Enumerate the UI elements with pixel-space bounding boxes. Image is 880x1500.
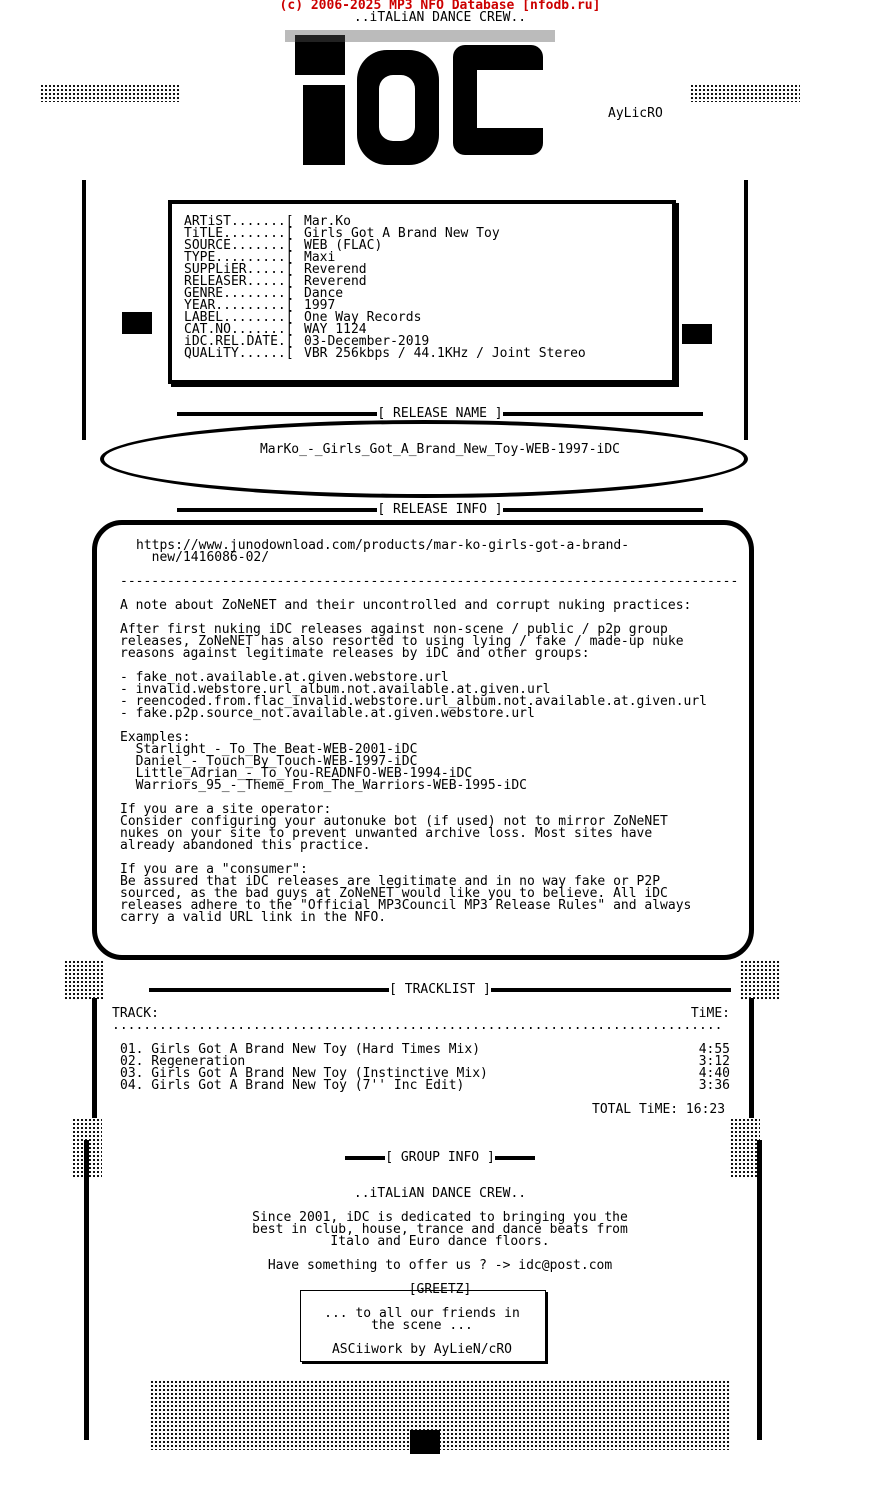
track-time: 4:55 — [698, 1042, 730, 1057]
note-title: A note about ZoNeNET and their uncontrolled and corrupt nuking practices: — [120, 598, 692, 613]
detail-row-year: YEAR.........[ 1997 — [184, 298, 336, 313]
tracklist-dots: .............................................................................. — [112, 1018, 723, 1033]
group-info-header: [ GROUP INFO ] — [0, 1152, 880, 1164]
detail-row-reldate: iDC.REL.DATE.[ 03-December-2019 — [184, 334, 430, 349]
detail-row-catno: CAT.NO.......[ WAY 1124 — [184, 322, 367, 337]
tracklist-header: [ TRACKLIST ] — [0, 984, 880, 996]
examples: Examples: Starlight_-_To_The_Beat-WEB-2001-iDC Daniel_-_Touch_By_Touch-WEB-1997-iDC Little_Adrian_-_To_You-READNFO-WEB-1994-iDC Warriors_95_-_Theme_From_The_Warriors-WEB-1995-iDC — [120, 730, 527, 793]
detail-row-quality: QUALiTY......[ VBR 256kbps / 44.1KHz / Joint Stereo — [184, 346, 586, 361]
track-time: 3:36 — [698, 1078, 730, 1093]
track-time: 4:40 — [698, 1066, 730, 1081]
product-url: https://www.junodownload.com/products/mar-ko-girls-got-a-brand- new/1416086-02/ — [136, 538, 630, 565]
logo-i-stem — [303, 85, 345, 165]
logo-d-hole — [379, 75, 415, 141]
left-block — [122, 312, 152, 334]
release-name: MarKo_-_Girls_Got_A_Brand_New_Toy-WEB-1997-iDC — [259, 442, 621, 457]
track-title: 04. Girls Got A Brand New Toy (7'' Inc Edit) — [120, 1078, 465, 1093]
right-block — [682, 324, 712, 344]
release-name-header: [ RELEASE NAME ] — [0, 408, 880, 420]
group-info — [0, 1188, 880, 1272]
track-title: 01. Girls Got A Brand New Toy (Hard Times Mix) — [120, 1042, 481, 1057]
logo-text: iDC — [418, 167, 422, 169]
detail-row-title: TiTLE........[ Girls Got A Brand New Toy — [184, 226, 500, 241]
right-frame-decor — [690, 84, 800, 102]
greetz-text: ... to all our friends in the scene ... — [324, 1306, 520, 1333]
track-title: 02. Regeneration — [120, 1054, 246, 1069]
detail-row-label: LABEL........[ One Way Records — [184, 310, 422, 325]
detail-row-genre: GENRE........[ Dance — [184, 286, 344, 301]
nuke-reasons: - fake_not.available.at.given.webstore.url - invalid.webstore.url_album.not.available.at.given.url - reencoded.from.flac_invalid.webstore.url_album.not.available.at.given.url - fake.p2p.source_not.available.at.given.webstore.url — [120, 670, 707, 721]
detail-row-source: SOURCE.......[ WEB (FLAC) — [184, 238, 383, 253]
crew-tagline: ..iTALiAN DANCE CREW.. — [353, 10, 527, 25]
greetz-content — [300, 1308, 544, 1356]
artist-credit: AyLicRO — [608, 106, 663, 121]
release-info-content — [120, 540, 738, 924]
group-crew: ..iTALiAN DANCE CREW.. — [353, 1186, 527, 1201]
detail-row-artist: ARTiST.......[ Mar.Ko — [184, 214, 351, 229]
greetz-title: [GREETZ] — [408, 1282, 472, 1297]
detail-row-supplier: SUPPLiER.....[ Reverend — [184, 262, 367, 277]
consumer-note: If you are a "consumer": Be assured that iDC releases are legitimate and in no way fake or P2P sourced, as the bad guys at ZoNeNET would like you to believe. All iDC releases adhere to the "Official MP3Council MP3 Release Rules" and always carry a valid URL link in the NFO. — [120, 862, 692, 925]
separator: ------------------------------------------------------------------------------- — [120, 574, 739, 589]
release-info-header: [ RELEASE INFO ] — [0, 504, 880, 516]
track-row — [120, 1080, 730, 1092]
copyright-line: (c) 2006-2025 MP3 NFO Database [nfodb.ru] — [279, 0, 601, 13]
site-operator-note: If you are a site operator: Consider configuring your autonuke bot (if used) not to mirror ZoNeNET nukes on your site to prevent unwanted archive loss. Most sites have already abandoned this practice. — [120, 802, 668, 853]
track-time: 3:12 — [698, 1054, 730, 1069]
note-body: After first nuking iDC releases against non-scene / public / p2p group releases, ZoNeNET has also resorted to using lying / fake / made-up nuke reasons against legitimate releases by iDC and other groups: — [120, 622, 684, 661]
time-column-label: TiME: — [690, 1006, 730, 1021]
release-details — [184, 216, 586, 360]
group-about: Since 2001, iDC is dedicated to bringing you the best in club, house, trance and dance beats from Italo and Euro dance floors. — [252, 1210, 628, 1249]
total-time: TOTAL TiME: 16:23 — [592, 1102, 726, 1117]
detail-row-releaser: RELEASER.....[ Reverend — [184, 274, 367, 289]
track-column-label: TRACK: — [112, 1006, 159, 1021]
track-title: 03. Girls Got A Brand New Toy (Instinctive Mix) — [120, 1066, 488, 1081]
group-contact: Have something to offer us ? -> idc@post.com — [267, 1258, 613, 1273]
logo-dither — [285, 30, 555, 42]
release-name-box — [100, 420, 748, 498]
detail-row-type: TYPE.........[ Maxi — [184, 250, 336, 265]
left-frame-decor — [40, 84, 180, 102]
left-frame-line — [82, 180, 86, 440]
ascii-credit: ASCiiwork by AyLieN/cRO — [331, 1342, 512, 1357]
right-frame-line — [744, 180, 748, 440]
idc-logo — [285, 30, 555, 170]
logo-c-hole — [477, 70, 543, 128]
